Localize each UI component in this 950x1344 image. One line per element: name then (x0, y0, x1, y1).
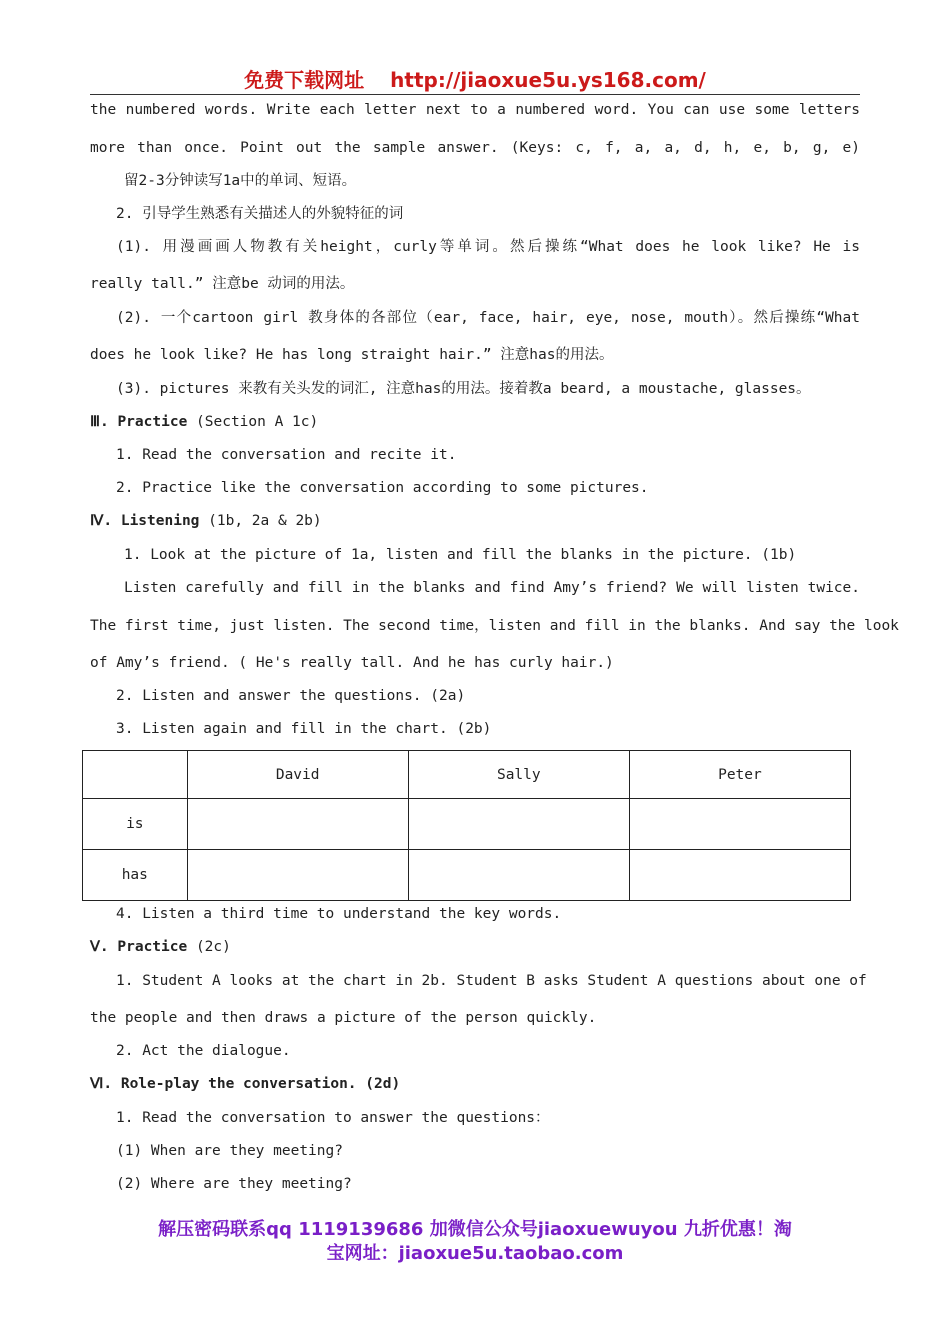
list-item: 2. Act the dialogue. (116, 1043, 291, 1059)
paragraph-line: really tall.” 注意be 动词的用法。 (90, 276, 355, 292)
section-title: Ⅴ. Practice (90, 939, 188, 955)
header-url-link[interactable]: http://jiaoxue5u.ys168.com/ (390, 68, 706, 92)
list-item: 2. Practice like the conversation according to some pictures. (116, 480, 649, 496)
section-subtitle: (2c) (195, 939, 231, 955)
header-site-label: 免费下载网址 (244, 68, 365, 92)
list-item: (2) Where are they meeting? (116, 1176, 352, 1192)
section-heading (90, 412, 860, 432)
page-footer (100, 1218, 850, 1266)
list-item: 4. Listen a third time to understand the key words. (116, 906, 562, 922)
table-cell (187, 850, 408, 901)
table-header-cell: Peter (629, 751, 850, 799)
list-item: 3. Listen again and fill in the chart. (2b) (116, 721, 492, 737)
paragraph-line: (3). pictures 来教有关头发的词汇, 注意has的用法。接着教a beard, a moustache, glasses。 (116, 381, 811, 397)
section-heading (90, 511, 860, 531)
paragraph-line: (1). 用漫画画人物教有关height，curly等单词。然后操练“What does he look like? He is (116, 239, 860, 255)
paragraph-line: 留2-3分钟读写1a中的单词、短语。 (124, 173, 357, 189)
table-row (83, 850, 851, 901)
footer-line: 宝网址：jiaoxue5u.taobao.com (326, 1243, 624, 1264)
listening-chart (82, 750, 851, 901)
table-row-label: has (83, 850, 188, 901)
table-header-cell: Sally (408, 751, 629, 799)
section-title: Ⅳ. Listening (90, 513, 200, 529)
table-cell (629, 799, 850, 850)
table-row-label: is (83, 799, 188, 850)
paragraph-line: the people and then draws a picture of the person quickly. (90, 1010, 597, 1026)
list-item: 2. Listen and answer the questions. (2a) (116, 688, 466, 704)
table-cell (408, 850, 629, 901)
table-header-cell (83, 751, 188, 799)
paragraph-line: the numbered words. Write each letter next to a numbered word. You can use some letters (90, 102, 860, 118)
list-item: 1. Read the conversation to answer the questions： (116, 1110, 550, 1126)
paragraph-line: 2. 引导学生熟悉有关描述人的外貌特征的词 (116, 206, 404, 222)
table-cell (187, 799, 408, 850)
footer-line: 解压密码联系qq 1119139686 加微信公众号jiaoxuewuyou 九折优惠！淘 (158, 1219, 792, 1240)
table-row (83, 799, 851, 850)
list-item: (1) When are they meeting? (116, 1143, 343, 1159)
section-heading: Ⅵ. Role-play the conversation. (2d) (90, 1076, 401, 1092)
list-item: 1. Read the conversation and recite it. (116, 447, 457, 463)
paragraph-line: does he look like? He has long straight hair.” 注意has的用法。 (90, 347, 614, 363)
table-header-row (83, 751, 851, 799)
list-item: 1. Look at the picture of 1a, listen and fill the blanks in the picture. (1b) (124, 547, 797, 563)
section-heading (90, 937, 860, 957)
paragraph-line: (2). 一个cartoon girl 教身体的各部位（ear, face, hair, eye, nose, mouth）。然后操练“What (116, 310, 860, 326)
section-subtitle: (Section A 1c) (196, 414, 319, 430)
table-cell (629, 850, 850, 901)
table-header-cell: David (187, 751, 408, 799)
paragraph-line: The first time, just listen. The second time，listen and fill in the blanks. And say the look (90, 618, 899, 634)
table-cell (408, 799, 629, 850)
paragraph-line: of Amy’s friend. ( He's really tall. And he has curly hair.) (90, 655, 614, 671)
section-title: Ⅲ. Practice (90, 414, 188, 430)
list-item: 1. Student A looks at the chart in 2b. Student B asks Student A questions about one of (116, 973, 867, 989)
paragraph-line: Listen carefully and fill in the blanks and find Amy’s friend? We will listen twice. (124, 580, 860, 596)
section-subtitle: (1b, 2a & 2b) (208, 513, 322, 529)
page-header (90, 66, 860, 95)
paragraph-line: more than once. Point out the sample answer. (Keys: c, f, a, a, d, h, e, b, g, e) (90, 140, 860, 156)
